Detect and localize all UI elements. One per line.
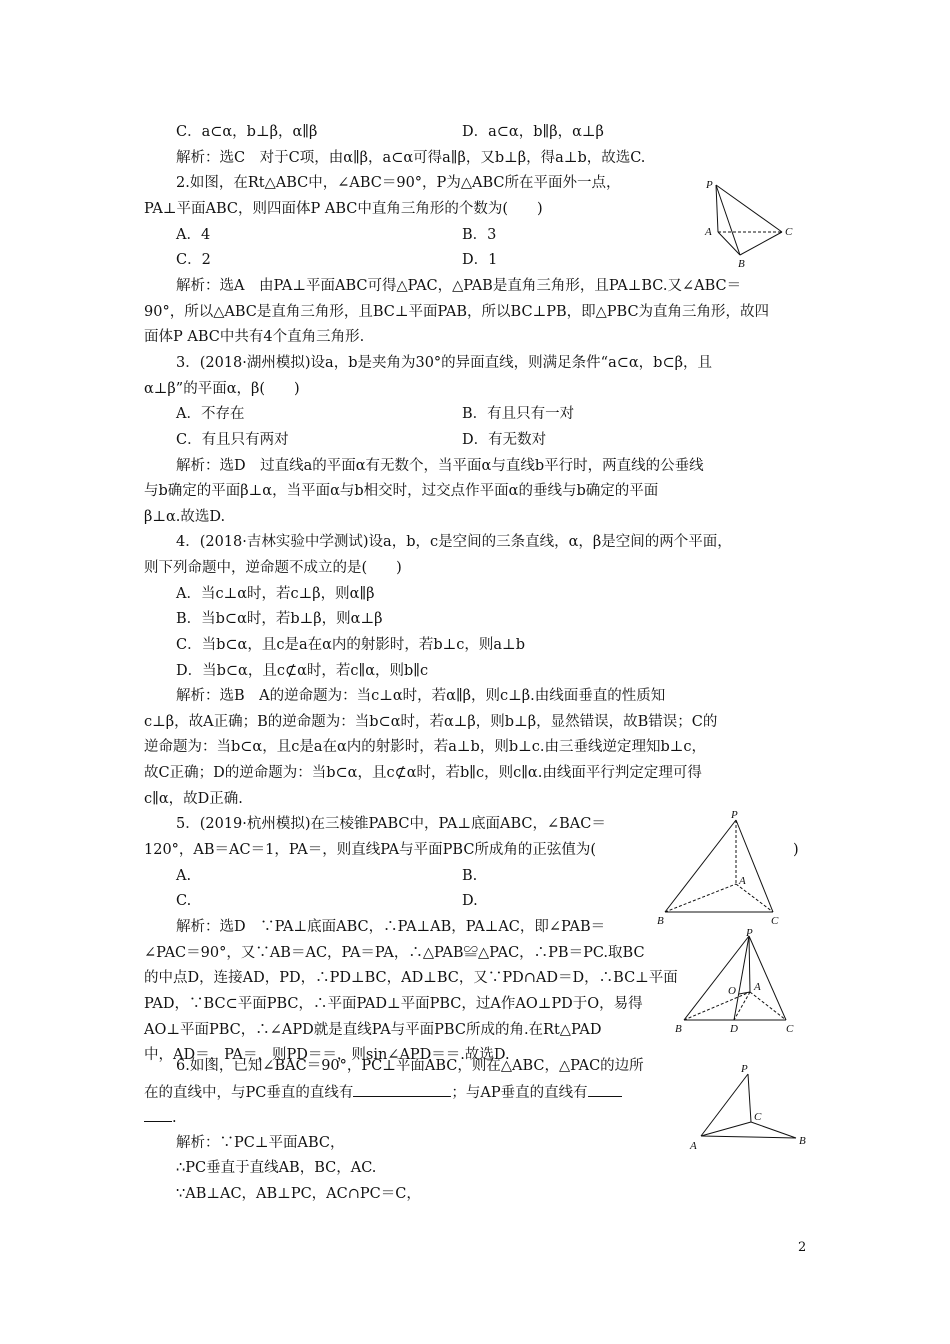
q5-stem-2: 120°，AB＝AC＝1，PA＝，则直线PA与平面PBC所成角的正弦值为( <box>144 842 597 858</box>
fig1-label-p: P <box>706 179 713 191</box>
q2-solution-3: 面体P ABC中共有4个直角三角形. <box>144 329 365 345</box>
q4-option-d: D．当b⊂α，且c⊄α时，若c∥α，则b∥c <box>176 663 429 679</box>
q6-stem-3-period: . <box>172 1110 177 1126</box>
q5-solution-4: PAD，∵BC⊂平面PBC，∴平面PAD⊥平面PBC，过A作AO⊥PD于O，易得 <box>144 996 643 1012</box>
q2-option-c: C．2 <box>176 252 211 268</box>
page-number: 2 <box>798 1240 807 1255</box>
q3-option-a: A．不存在 <box>176 406 245 422</box>
fig3-label-c: C <box>786 1023 794 1035</box>
q2-solution-2: 90°，所以△ABC是直角三角形，且BC⊥平面PAB，所以BC⊥PB，即△PBC为直角三角形，故四 <box>144 304 770 320</box>
q5-stem-1: 5．(2019·杭州模拟)在三棱锥PABC中，PA⊥底面ABC，∠BAC＝ <box>176 816 606 832</box>
q5-option-d: D. <box>462 893 478 909</box>
q2-stem-1: 2.如图，在Rt△ABC中，∠ABC＝90°，P为△ABC所在平面外一点， <box>176 175 621 191</box>
q6-answer-blank-2a[interactable] <box>588 1082 622 1097</box>
q6-stem-2a: 在的直线中，与PC垂直的直线有 <box>144 1085 354 1101</box>
q4-option-a: A．当c⊥α时，若c⊥β，则α∥β <box>176 586 375 602</box>
fig1-label-b: B <box>738 258 745 270</box>
q6-answer-blank-2b[interactable] <box>144 1107 172 1122</box>
q2-solution-1: 解析：选A 由PA⊥平面ABC可得△PAC，△PAB是直角三角形，且PA⊥BC.又∠ABC＝ <box>176 278 742 294</box>
tetrahedron-figure-1 <box>700 175 810 270</box>
q4-solution-5: c∥α，故D正确. <box>144 791 243 807</box>
q2-option-a: A．4 <box>176 227 211 243</box>
q5-option-c: C. <box>176 893 192 909</box>
q4-stem-2: 则下列命题中，逆命题不成立的是( ) <box>144 560 402 576</box>
q5-solution-1: 解析：选D ∵PA⊥底面ABC，∴PA⊥AB，PA⊥AC，即∠PAB＝ <box>176 919 606 935</box>
q3-stem-1: 3．(2018·湖州模拟)设a，b是夹角为30°的异面直线，则满足条件“a⊂α，b⊂β，且 <box>176 355 712 371</box>
q6-solution-1: 解析：∵PC⊥平面ABC， <box>176 1135 345 1151</box>
fig4-label-a: A <box>690 1140 697 1152</box>
fig1-label-c: C <box>785 226 793 238</box>
fig4-label-c: C <box>754 1111 762 1123</box>
q3-solution-1: 解析：选D 过直线a的平面α有无数个，当平面α与直线b平行时，两直线的公垂线 <box>176 458 704 474</box>
q3-solution-2: 与b确定的平面β⊥α，当平面α与b相交时，过交点作平面α的垂线与b确定的平面 <box>144 483 659 499</box>
q5-solution-5: AO⊥平面PBC，∴∠APD就是直线PA与平面PBC所成的角.在Rt△PAD <box>144 1022 602 1038</box>
q6-solution-3: ∵AB⊥AC，AB⊥PC，AC∩PC＝C， <box>176 1186 421 1202</box>
q4-solution-2: c⊥β，故A正确；B的逆命题为：当b⊂α时，若α⊥β，则b⊥β，显然错误，故B错误；C的 <box>144 714 718 730</box>
q3-solution-3: β⊥α.故选D. <box>144 509 226 525</box>
q2-option-b: B．3 <box>462 227 497 243</box>
q6-solution-2: ∴PC垂直于直线AB，BC，AC. <box>176 1160 377 1176</box>
q3-option-c: C．有且只有两对 <box>176 432 289 448</box>
fig2-label-a: A <box>739 875 746 887</box>
q6-stem-1: 6.如图，已知∠BAC＝90°，PC⊥平面ABC，则在△ABC，△PAC的边所 <box>176 1058 644 1074</box>
fig3-label-b: B <box>675 1023 682 1035</box>
q5-option-a: A. <box>176 868 192 884</box>
pyramid-figure-2 <box>655 808 790 928</box>
q4-solution-3: 逆命题为：当b⊂α，且c是a在α内的射影时，若a⊥b，则b⊥c.由三垂线逆定理知b⊥c， <box>144 739 707 755</box>
fig3-label-o: O <box>728 985 736 997</box>
q6-stem-2 <box>144 1082 622 1103</box>
fig2-label-c: C <box>771 915 779 927</box>
q4-option-b: B．当b⊂α时，若b⊥β，则α⊥β <box>176 611 383 627</box>
fig3-label-d: D <box>730 1023 738 1035</box>
q4-solution-1: 解析：选B A的逆命题为：当c⊥α时，若α∥β，则c⊥β.由线面垂直的性质知 <box>176 688 666 704</box>
q6-stem-2b: ；与AP垂直的直线有 <box>451 1085 588 1101</box>
q2-stem-2: PA⊥平面ABC，则四面体P ABC中直角三角形的个数为( ) <box>144 201 543 217</box>
q3-stem-2: α⊥β”的平面α，β( ) <box>144 381 300 397</box>
pyramid-figure-3 <box>672 928 802 1038</box>
fig4-label-b: B <box>799 1135 806 1147</box>
q5-solution-2: ∠PAC＝90°，又∵AB＝AC，PA＝PA，∴△PAB≌△PAC，∴PB＝PC.取BC <box>144 945 645 961</box>
q5-solution-6: 中，AD＝，PA＝，则PD＝＝，则sin∠APD＝＝.故选D. <box>144 1047 510 1063</box>
fig3-label-p: P <box>746 928 753 939</box>
q4-option-c: C．当b⊂α，且c是a在α内的射影时，若b⊥c，则a⊥b <box>176 637 525 653</box>
q1-option-d: D．a⊂α，b∥β，α⊥β <box>462 124 604 140</box>
perpendicular-figure-4 <box>688 1060 813 1155</box>
q1-solution: 解析：选C 对于C项，由α∥β，a⊂α可得a∥β，又b⊥β，得a⊥b，故选C. <box>176 150 646 166</box>
q3-option-b: B．有且只有一对 <box>462 406 575 422</box>
q6-answer-blank-1[interactable] <box>353 1082 451 1097</box>
q4-solution-4: 故C正确；D的逆命题为：当b⊂α，且c⊄α时，若b∥c，则c∥α.由线面平行判定定理可得 <box>144 765 702 781</box>
q5-solution-3: 的中点D，连接AD，PD，∴PD⊥BC，AD⊥BC，又∵PD∩AD＝D，∴BC⊥平面 <box>144 970 678 986</box>
q5-stem-paren: ) <box>793 842 799 858</box>
fig4-label-p: P <box>741 1063 748 1075</box>
fig2-label-b: B <box>657 915 664 927</box>
fig3-label-a: A <box>754 981 761 993</box>
q5-option-b: B. <box>462 868 478 884</box>
q4-stem-1: 4．(2018·吉林实验中学测试)设a，b，c是空间的三条直线，α，β是空间的两个平面， <box>176 534 732 550</box>
fig1-label-a: A <box>705 226 712 238</box>
q6-stem-3 <box>144 1107 177 1128</box>
q1-option-c: C．a⊂α，b⊥β，α∥β <box>176 124 318 140</box>
fig2-label-p: P <box>731 809 738 821</box>
q3-option-d: D．有无数对 <box>462 432 547 448</box>
q2-option-d: D．1 <box>462 252 498 268</box>
